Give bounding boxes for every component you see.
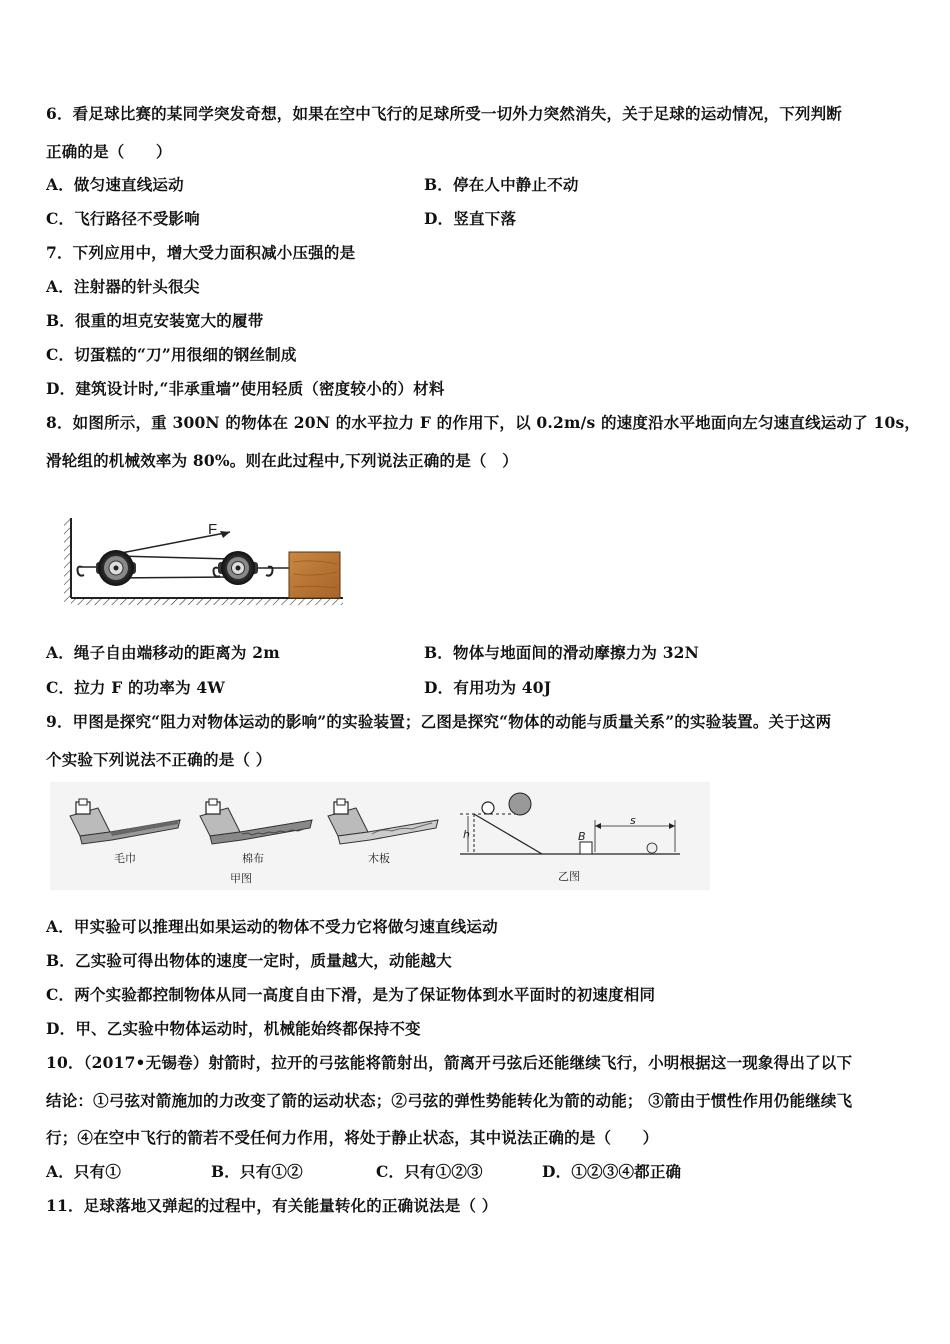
pulley-figure bbox=[60, 512, 350, 608]
q6-option-row1 bbox=[46, 173, 579, 195]
q11-stem: 11．足球落地又弹起的过程中，有关能量转化的正确说法是（ ） bbox=[46, 1196, 498, 1215]
q7-stem: 7．下列应用中，增大受力面积减小压强的是 bbox=[46, 243, 356, 262]
b-label: B bbox=[578, 830, 586, 843]
large-ball bbox=[509, 793, 531, 815]
s-label: s bbox=[630, 814, 636, 827]
q9-stem-line2: 个实验下列说法不正确的是（ ） bbox=[46, 750, 272, 769]
q10-option-b: B．只有①② bbox=[211, 1162, 303, 1181]
q6-option-b: B．停在人中静止不动 bbox=[424, 175, 579, 194]
q10-stem-line1: 10．（2017•无锡卷）射箭时，拉开的弓弦能将箭射出，箭离开弓弦后还能继续飞行，小明根据这一现象得出了以下 bbox=[46, 1053, 853, 1072]
q9-option-a: A．甲实验可以推理出如果运动的物体不受力它将做匀速直线运动 bbox=[46, 917, 498, 936]
q7-option-b: B．很重的坦克安装宽大的履带 bbox=[46, 311, 264, 330]
q7-option-d: D．建筑设计时,“非承重墙”使用轻质（密度较小的）材料 bbox=[46, 379, 445, 398]
q9-option-b: B．乙实验可得出物体的速度一定时，质量越大，动能越大 bbox=[46, 951, 452, 970]
q8-option-row2 bbox=[46, 676, 552, 698]
q8-option-row1 bbox=[46, 641, 700, 663]
wall-hook bbox=[78, 567, 85, 576]
q10-option-a: A．只有① bbox=[46, 1162, 122, 1181]
q10-stem-line2: 结论：①弓弦对箭施加的力改变了箭的运动状态；②弓弦的弹性势能转化为箭的动能； ③箭由于惯性作用仍能继续飞 bbox=[46, 1091, 853, 1110]
ground-hatch bbox=[71, 598, 343, 605]
q10-option-d: D．①②③④都正确 bbox=[542, 1162, 682, 1181]
q6-stem-line2: 正确的是（ ） bbox=[46, 142, 172, 161]
force-arrow bbox=[220, 531, 230, 538]
q6-option-c: C．飞行路径不受影响 bbox=[46, 209, 200, 228]
box-b bbox=[580, 842, 592, 854]
q8-option-a: A．绳子自由端移动的距离为 2m bbox=[46, 643, 280, 662]
q8-stem-line1: 8．如图所示，重 300N 的物体在 20N 的水平拉力 F 的作用下，以 0.2m/s 的速度沿水平地面向左匀速直线运动了 10s， bbox=[46, 413, 921, 432]
force-label: F bbox=[208, 521, 218, 538]
small-ball bbox=[482, 802, 494, 814]
q6-option-row2 bbox=[46, 207, 517, 229]
ball-end bbox=[647, 843, 657, 853]
q10-option-row bbox=[46, 1160, 682, 1182]
yi-caption: 乙图 bbox=[558, 870, 580, 883]
q9-option-c: C．两个实验都控制物体从同一高度自由下滑，是为了保证物体到水平面时的初速度相同 bbox=[46, 985, 656, 1004]
q6-stem-line1: 6．看足球比赛的某同学突发奇想，如果在空中飞行的足球所受一切外力突然消失，关于足球的运动情况，下列判断 bbox=[46, 104, 842, 123]
q10-stem-line3: 行；④在空中飞行的箭若不受任何力作用，将处于静止状态，其中说法正确的是（ ） bbox=[46, 1128, 659, 1147]
height-label: h bbox=[463, 828, 470, 841]
q7-option-a: A．注射器的针头很尖 bbox=[46, 277, 200, 296]
label-cotton: 棉布 bbox=[242, 852, 264, 865]
q8-option-d: D．有用功为 40J bbox=[424, 678, 552, 697]
experiment-figure bbox=[50, 782, 710, 890]
movable-pulley bbox=[218, 551, 258, 585]
q6-option-d: D．竖直下落 bbox=[424, 209, 517, 228]
q10-option-c: C．只有①②③ bbox=[376, 1162, 483, 1181]
q8-option-b: B．物体与地面间的滑动摩擦力为 32N bbox=[424, 643, 700, 662]
q7-option-c: C．切蛋糕的“刀”用很细的钢丝制成 bbox=[46, 345, 297, 364]
fixed-pulley bbox=[96, 550, 136, 586]
wall-hatch bbox=[64, 518, 71, 602]
q9-stem-line1: 9．甲图是探究“阻力对物体运动的影响”的实验装置；乙图是探究“物体的动能与质量关系”的实验装置。关于这两 bbox=[46, 712, 832, 731]
q8-option-c: C．拉力 F 的功率为 4W bbox=[46, 678, 226, 697]
q6-option-a: A．做匀速直线运动 bbox=[46, 175, 184, 194]
jia-caption: 甲图 bbox=[230, 872, 252, 885]
q9-option-d: D．甲、乙实验中物体运动时，机械能始终都保持不变 bbox=[46, 1019, 421, 1038]
q8-stem-line2: 滑轮组的机械效率为 80%。则在此过程中,下列说法正确的是（ ） bbox=[46, 451, 518, 470]
label-wood: 木板 bbox=[368, 852, 390, 865]
label-towel: 毛巾 bbox=[114, 852, 136, 865]
